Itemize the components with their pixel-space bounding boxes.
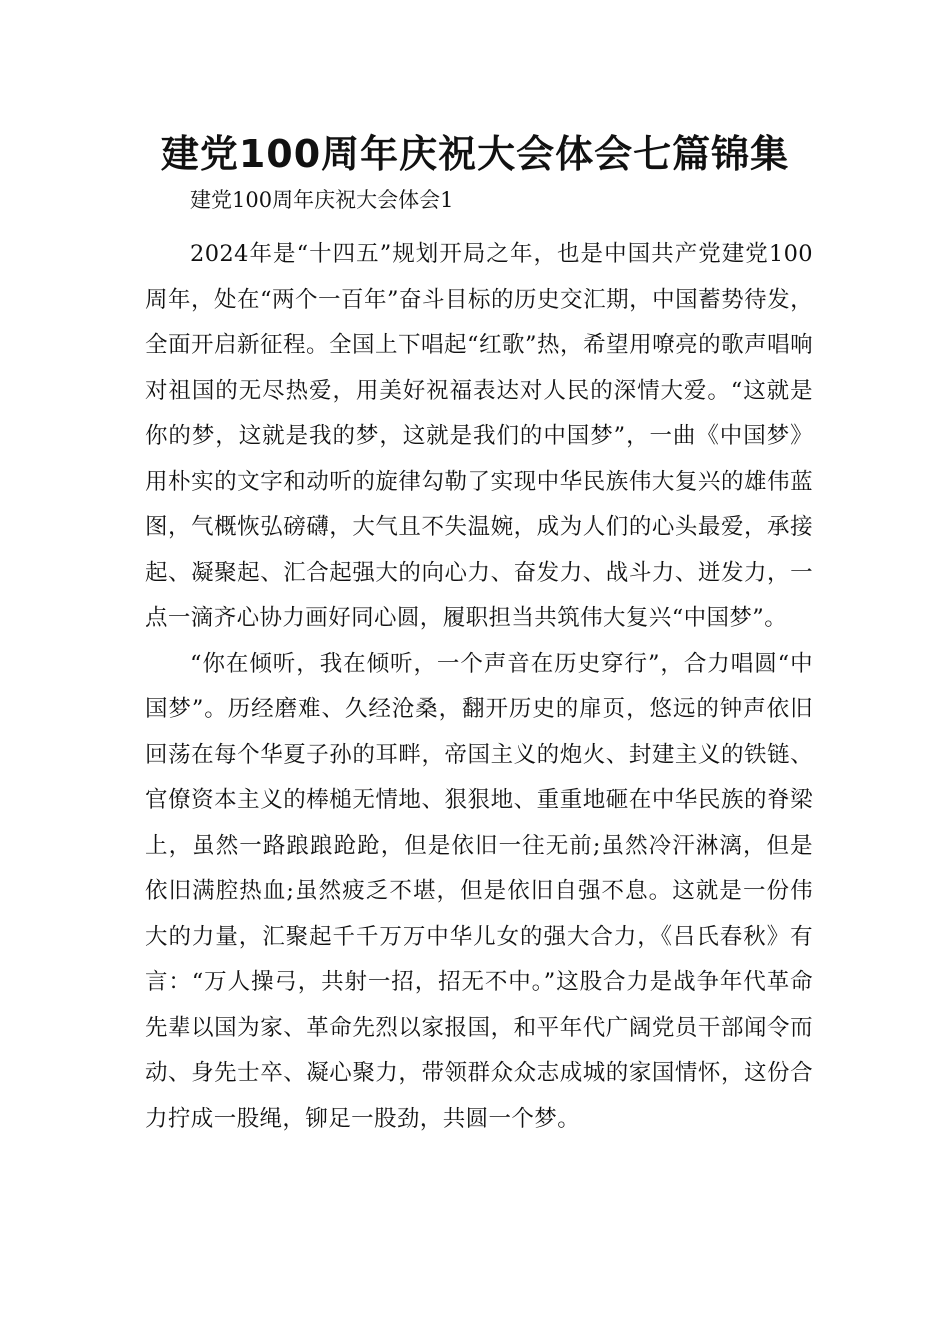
document-title: 建党100周年庆祝大会体会七篇锦集 xyxy=(160,132,790,176)
paragraph: “你在倾听，我在倾听，一个声音在历史穿行”，合力唱圆“中国梦”。历经磨难、久经沧桑，翻开历史的扉页，悠远的钟声依旧回荡在每个华夏子孙的耳畔，帝国主义的炮火、封建主义的铁链、官僚资本主义的棒槌无情地、狠狠地、重重地砸在中华民族的脊梁上，虽然一路踉踉跄跄，但是依旧一往无前;虽然冷汗淋漓，但是依旧满腔热血;虽然疲乏不堪，但是依旧自强不息。这就是一份伟大的力量，汇聚起千千万万中华儿女的强大合力，《吕氏春秋》有言：“万人操弓，共射一招，招无不中。”这股合力是战争年代革命先辈以国为家、革命先烈以家报国，和平年代广阔党员干部闻令而动、身先士卒、凝心聚力，带领群众众志成城的家国情怀，这份合力拧成一股绳，铆足一股劲，共圆一个梦。 xyxy=(145,650,813,1132)
document-subtitle: 建党100周年庆祝大会体会1 xyxy=(190,188,454,212)
paragraph: 2024年是“十四五”规划开局之年，也是中国共产党建党100周年，处在“两个一百年”奋斗目标的历史交汇期，中国蓄势待发，全面开启新征程。全国上下唱起“红歌”热，希望用嘹亮的歌声唱响对祖国的无尽热爱，用美好祝福表达对人民的深情大爱。“这就是你的梦，这就是我的梦，这就是我们的中国梦”，一曲《中国梦》用朴实的文字和动听的旋律勾勒了实现中华民族伟大复兴的雄伟蓝图，气概恢弘磅礴，大气且不失温婉，成为人们的心头最爱，承接起、凝聚起、汇合起强大的向心力、奋发力、战斗力、迸发力，一点一滴齐心协力画好同心圆，履职担当共筑伟大复兴“中国梦”。 xyxy=(145,241,813,631)
document-body xyxy=(145,232,813,1142)
